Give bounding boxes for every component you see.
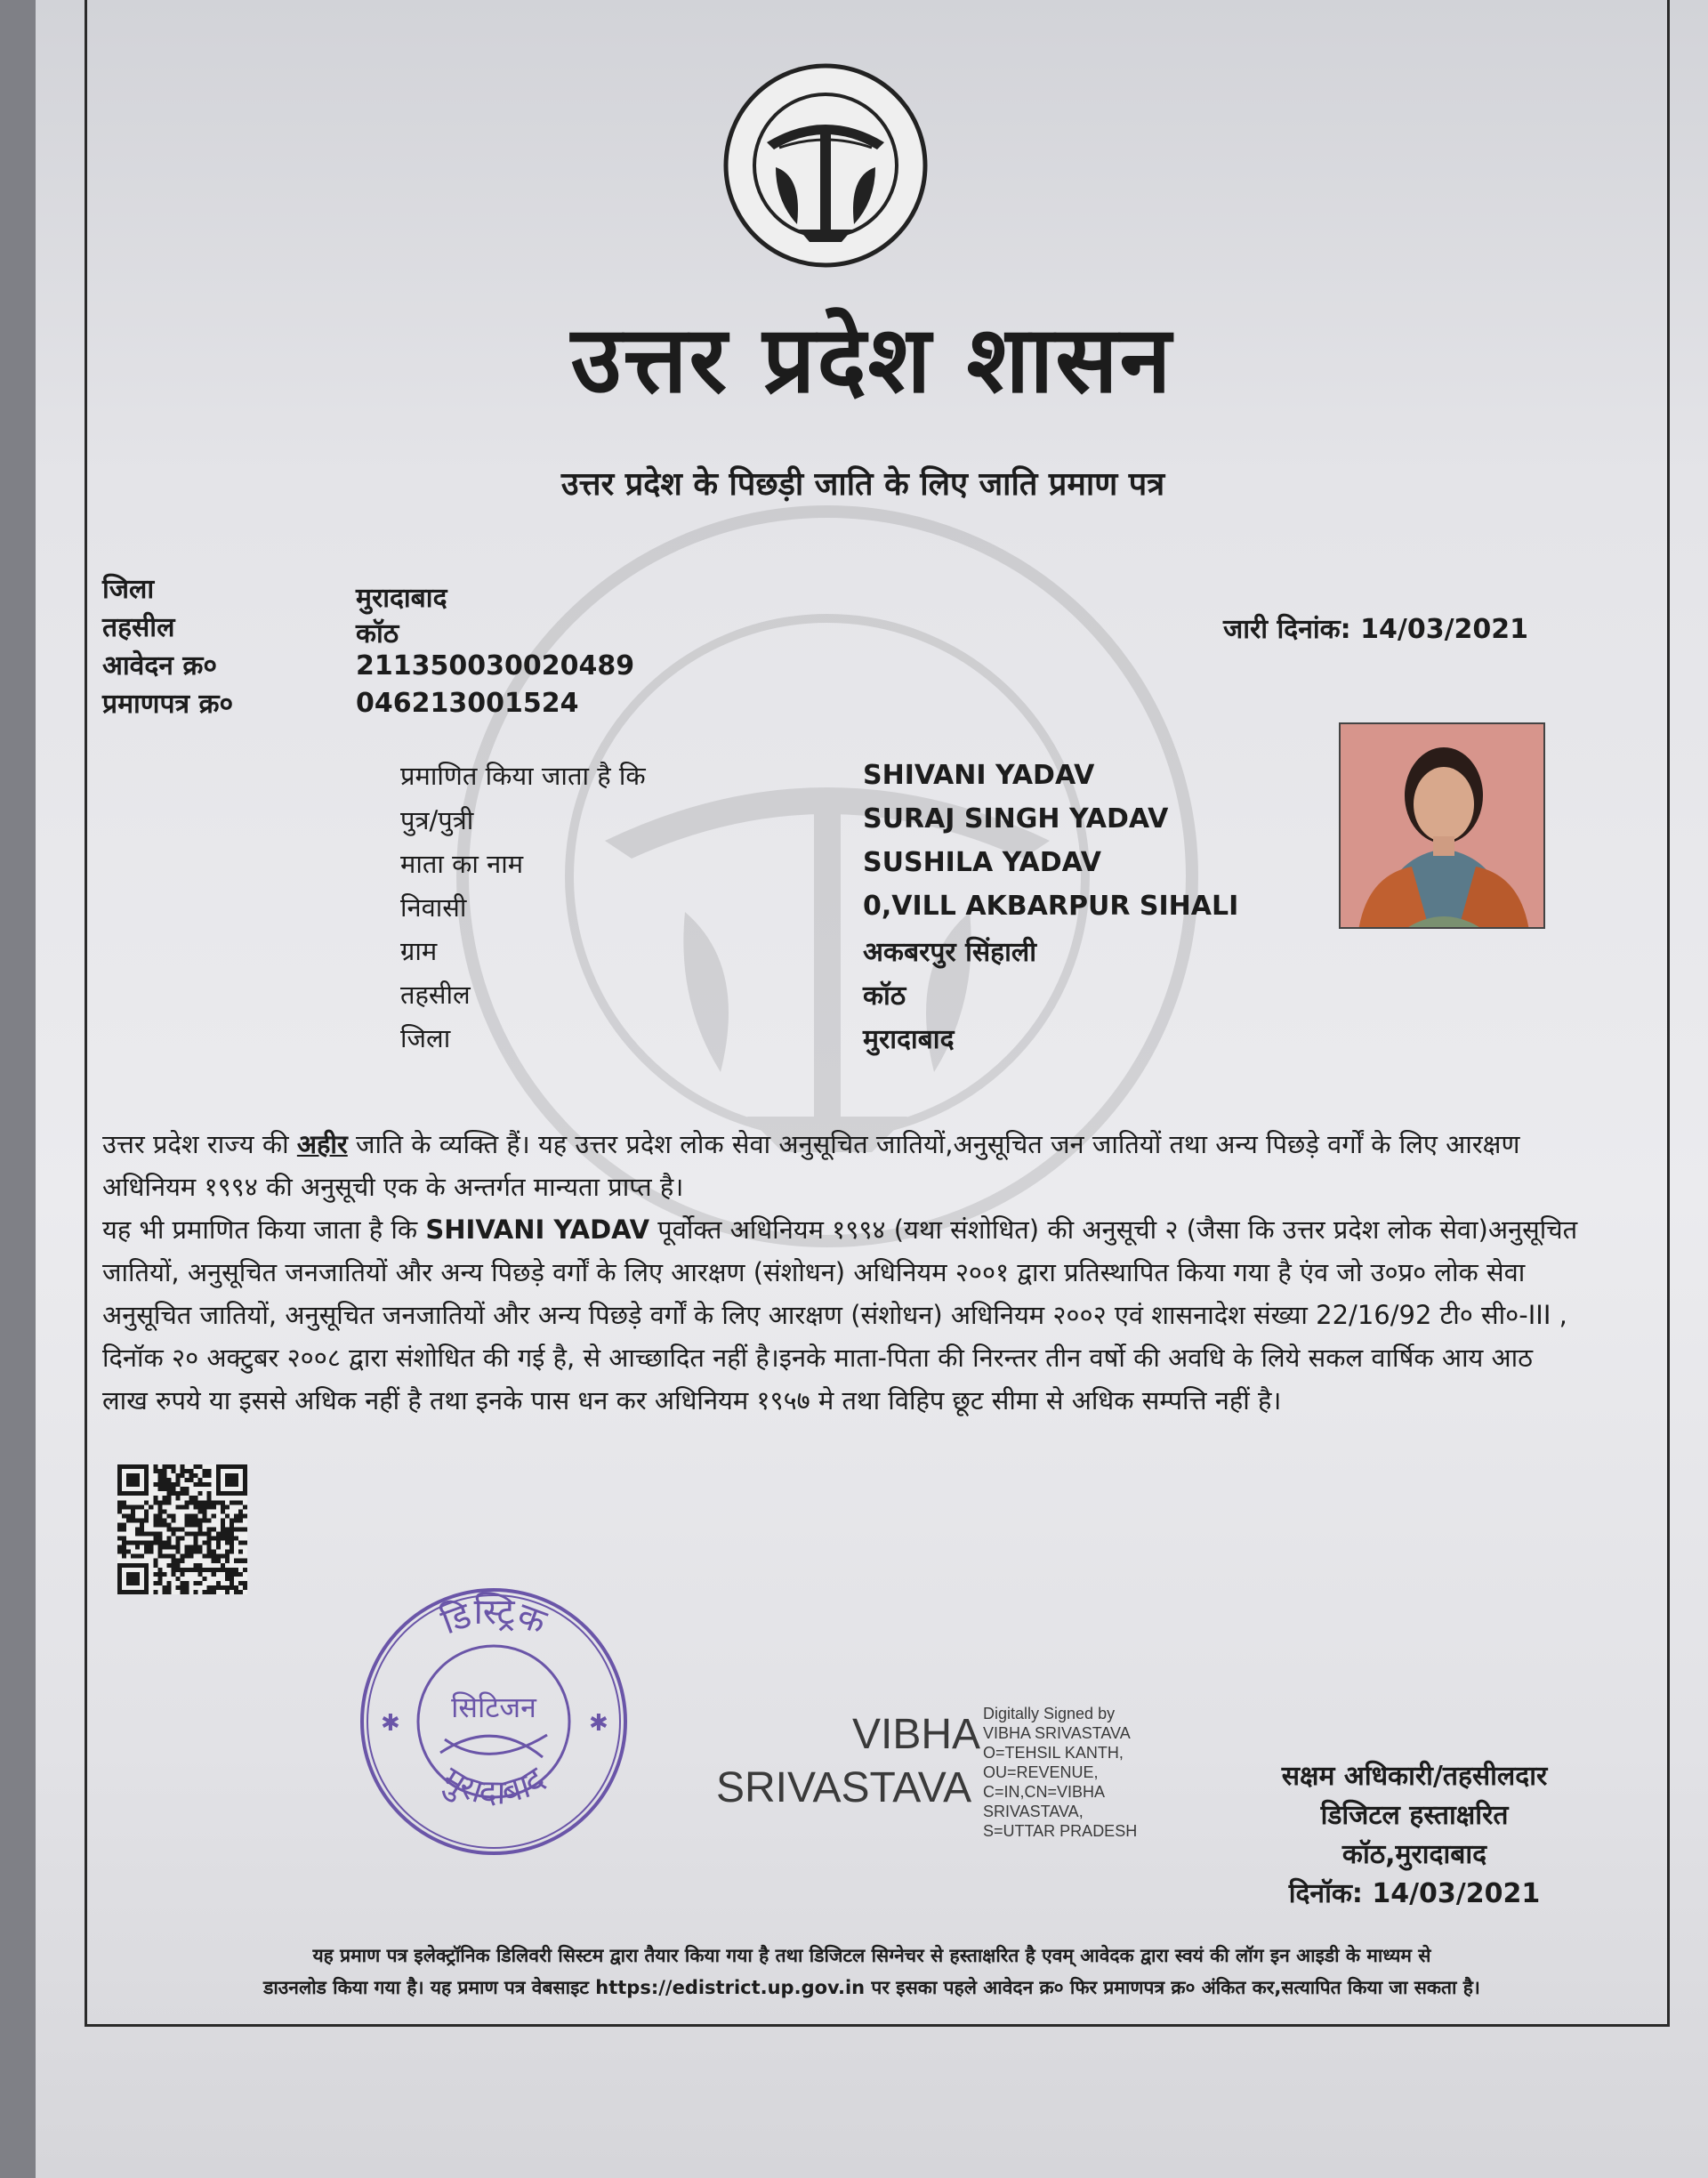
district-value: मुरादाबाद	[356, 583, 447, 614]
field-value-resident: 0,VILL AKBARPUR SIHALI	[863, 891, 1239, 922]
officer-date: दिनॉक: 14/03/2021	[1288, 1878, 1541, 1909]
certificate-sheet	[36, 0, 1708, 2178]
certificate-body	[102, 1123, 1579, 1422]
district-label: जिला	[102, 574, 155, 605]
tehsil-value: कॉठ	[356, 618, 399, 649]
officer-digital-signed: डिजिटल हस्ताक्षरित	[1320, 1800, 1509, 1831]
field-value-applicant-name: SHIVANI YADAV	[863, 760, 1095, 791]
digital-signature-details	[983, 1704, 1152, 1841]
sig-detail: SRIVASTAVA,	[983, 1803, 1084, 1820]
sig-detail: VIBHA SRIVASTAVA	[983, 1724, 1131, 1742]
field-value-district: मुरादाबाद	[863, 1024, 955, 1055]
sig-detail: OU=REVENUE,	[983, 1763, 1099, 1781]
field-value-village: अकबरपुर सिंहाली	[863, 937, 1036, 968]
officer-title: सक्षम अधिकारी/तहसीलदार	[1281, 1761, 1548, 1792]
page-title: उत्तर प्रदेश शासन	[570, 305, 1173, 414]
issuing-officer-block	[1201, 1757, 1628, 1914]
field-label-certified-that: प्रमाणित किया जाता है कि	[400, 761, 646, 791]
officer-location: कॉठ,मुरादाबाद	[1341, 1839, 1487, 1870]
certificate-subtitle: उत्तर प्रदेश के पिछड़ी जाति के लिए जाति प्रमाण पत्र	[560, 466, 1165, 503]
district-seal-stamp	[356, 1584, 632, 1859]
applicant-name-inline: SHIVANI YADAV	[425, 1214, 650, 1245]
seal-star-right-icon: ✱	[589, 1710, 608, 1737]
sig-detail: Digitally Signed by	[983, 1705, 1116, 1722]
sig-detail: O=TEHSIL KANTH,	[983, 1744, 1124, 1762]
field-value-mother-name: SUSHILA YADAV	[863, 847, 1101, 878]
field-label-son-daughter: पुत्र/पुत्री	[400, 805, 474, 835]
footer-line-2: डाउनलोड किया गया है। यह प्रमाण पत्र वेबसाइट https://edistrict.up.gov.in पर इसका पहले आवेदन क्र० फिर प्रमाणपत्र क्र० अंकित कर,सत्यापित किया जा सकता है।	[263, 1977, 1480, 1998]
sig-detail: S=UTTAR PRADESH	[983, 1822, 1138, 1840]
sig-detail: C=IN,CN=VIBHA	[983, 1783, 1106, 1801]
up-government-emblem-icon	[721, 60, 931, 270]
applicant-photo	[1339, 722, 1545, 929]
seal-outer-text: डिस्ट्रिक	[436, 1591, 552, 1643]
body-text: उत्तर प्रदेश राज्य की	[102, 1129, 297, 1159]
body-text: पूर्वोक्त अधिनियम १९९४ (यथा संशोधित) की अनुसूची २ (जैसा कि उत्तर प्रदेश लोक सेवा)अनुसूचित जातियों, अनुसूचित जनजातियों और अन्य पिछड़े वर्गों के लिए आरक्षण (संशोधन) अधिनियम २००१ द्वारा प्रतिस्थापित किया गया है एंव जो उ०प्र० लोक सेवा अनुसूचित जातियों, अनुसूचित जनजातियों और अन्य पिछड़े वर्गों के लिए आरक्षण (संशोधन) अधिनियम २००२ एवं शासनादेश संख्या 22/16/92 टी० सी०-III , दिनॉक २० अक्टुबर २००८ द्वारा संशोधित की गई है, से आच्छादित नहीं है।इनके माता-पिता की निरन्तर तीन वर्षो की अवधि के लिये सकल वार्षिक आय आठ लाख रुपये या इससे अधिक नहीं है तथा इनके पास धन कर अधिनियम १९५७ मे तथा विहिप छूट सीमा से अधिक सम्पत्ति नहीं है।	[102, 1214, 1578, 1416]
verification-footer	[116, 1940, 1628, 2004]
field-value-father-name: SURAJ SINGH YADAV	[863, 803, 1169, 835]
signer-name-line-1: VIBHA	[852, 1711, 981, 1758]
field-label-resident: निवासी	[400, 892, 467, 923]
field-value-tehsil: कॉठ	[863, 980, 906, 1012]
tehsil-label: तहसील	[102, 612, 175, 643]
body-paragraph-2	[102, 1208, 1579, 1422]
certificate-number-value: 046213001524	[356, 688, 579, 719]
body-text: जाति के व्यक्ति हैं। यह उत्तर प्रदेश लोक सेवा अनुसूचित जातियों,अनुसूचित जन जातियों तथा अन्य पिछड़े वर्गों के लिए आरक्षण अधिनियम १९९४ की अनुसूची एक के अन्तर्गत मान्यता प्राप्त है।	[102, 1129, 1520, 1202]
caste-name: अहीर	[296, 1129, 348, 1159]
signer-name-line-2: SRIVASTAVA	[716, 1764, 972, 1811]
issue-date: जारी दिनांक: 14/03/2021	[1223, 614, 1529, 645]
seal-star-left-icon: ✱	[381, 1710, 400, 1737]
body-text: यह भी प्रमाणित किया जाता है कि	[102, 1214, 426, 1245]
seal-bottom-text: मुरादाबाद	[435, 1758, 552, 1812]
field-label-village: ग्राम	[400, 936, 438, 966]
application-number-label: आवेदन क्र०	[102, 650, 218, 682]
body-paragraph-1	[102, 1123, 1579, 1208]
qr-code	[117, 1464, 247, 1594]
seal-center-text: सिटिजन	[451, 1690, 536, 1724]
certificate-number-label: प्रमाणपत्र क्र०	[102, 689, 234, 720]
field-label-mother-name: माता का नाम	[400, 849, 524, 879]
application-number-value: 211350030020489	[356, 650, 635, 682]
field-label-tehsil: तहसील	[400, 980, 471, 1010]
footer-line-1: यह प्रमाण पत्र इलेक्ट्रॉनिक डिलिवरी सिस्टम द्वारा तैयार किया गया है तथा डिजिटल सिग्नेचर से हस्ताक्षरित है एवम् आवेदक द्वारा स्वयं की लॉग इन आइडी के माध्यम से	[312, 1945, 1431, 1966]
field-label-district: जिला	[400, 1023, 451, 1053]
